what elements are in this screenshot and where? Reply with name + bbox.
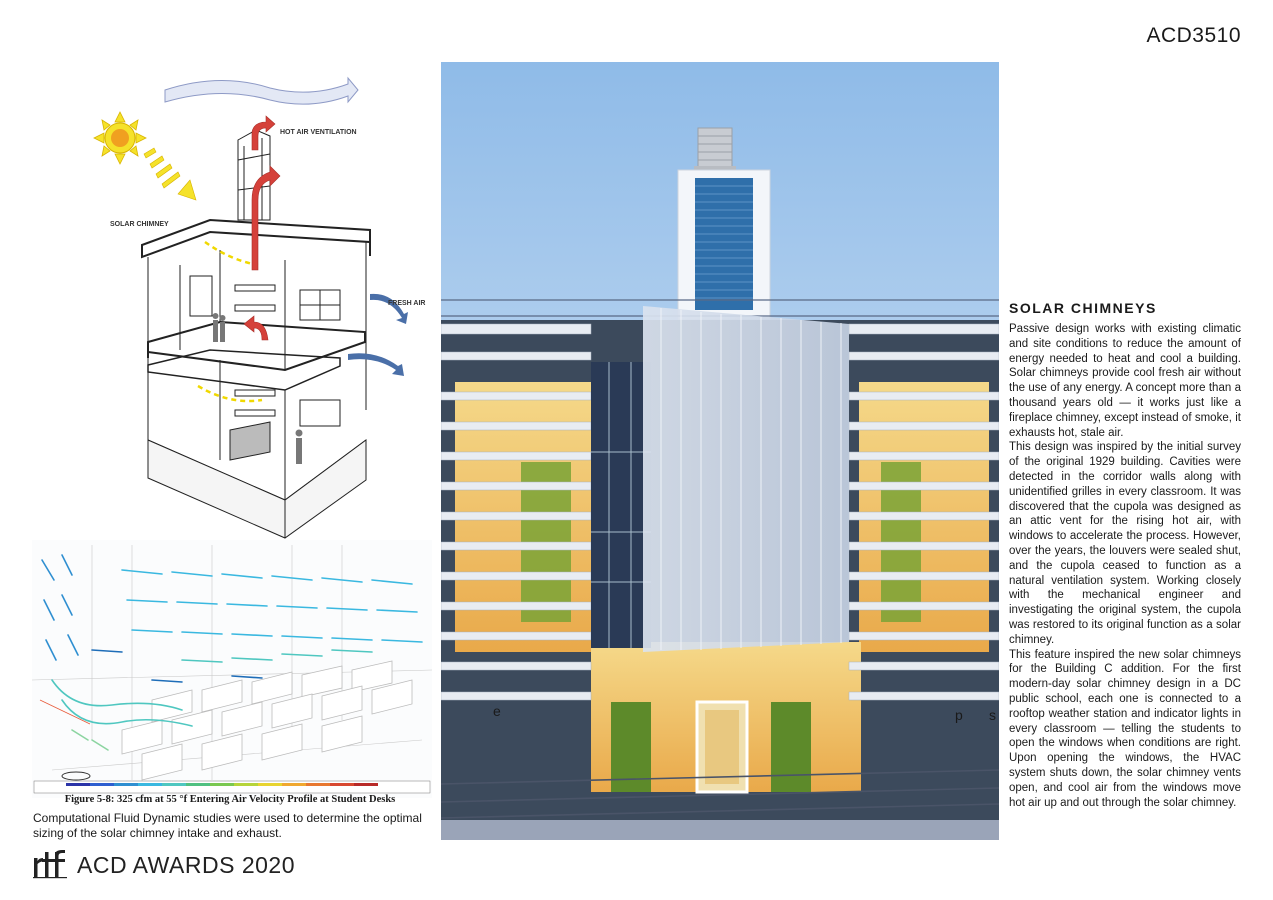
velocity-color-legend — [34, 781, 430, 793]
window-letter-s: s — [989, 707, 996, 723]
window-letter-e: e — [493, 703, 501, 719]
paragraph-inspiration: This design was inspired by the initial survey of the original 1929 building. Cavities were detected in the corridor walls along with unidentified grilles in every classroom. It was discovered that the cupola was designed as an attic vent for the rising hot air, with windows to accelerate the process. However, over the years, the louvers were sealed shut, and the cupola ceased to function as a natural ventilation system. Working closely with the mechanical engineer and investigating the original system, the cupola was restored to its original function as a solar chimney. — [1009, 441, 1241, 646]
solar-chimney-label: SOLAR CHIMNEY — [110, 221, 169, 228]
rtf-logo-icon — [33, 850, 69, 880]
green-door-right — [771, 702, 811, 792]
hot-air-label: HOT AIR VENTILATION — [280, 129, 357, 136]
window-letter-p: p — [955, 707, 963, 723]
section-title: SOLAR CHIMNEYS — [1009, 300, 1157, 316]
wind-arrow — [165, 78, 358, 104]
solar-chimney-photo — [441, 62, 999, 840]
section-body — [1009, 322, 1241, 810]
cfd-velocity-plot — [32, 540, 432, 798]
sun-rays — [144, 148, 196, 200]
solar-chimneys-section — [1009, 300, 1241, 810]
ground-ramp — [441, 820, 999, 840]
cfd-description: Computational Fluid Dynamic studies were used to determine the optimal sizing of the solar chimney intake and exhaust. — [33, 811, 422, 840]
fresh-air-label: FRESH AIR — [388, 300, 426, 307]
acd-awards-logo — [33, 848, 295, 882]
figure-caption: Figure 5-8: 325 cfm at 55 °f Entering Air Velocity Profile at Student Desks — [64, 794, 396, 805]
project-code: ACD3510 — [1146, 24, 1241, 47]
solar-chimney-diagram — [30, 60, 440, 540]
paragraph-building-c: This feature inspired the new solar chimneys for the Building C addition. For the first modern-day solar chimney design in a DC public school, each one is connected to a rooftop weather station and indicator lights in every classroom — telling the students to open the windows when conditions are right. Upon opening the windows, the HVAC system shuts down, the solar chimney vents open, and cool air from the windows move hot air up and out through the solar chimney. — [1009, 648, 1241, 809]
polycarbonate-screen — [643, 306, 849, 652]
glass-stair-window — [591, 362, 651, 648]
sun-icon — [94, 112, 146, 164]
cfd-image — [32, 540, 432, 798]
paragraph-passive-design: Passive design works with existing climatic and site conditions to reduce the amount of energy needed to heat and cool a building. Solar chimneys provide cool fresh air without the use of any energy. A concept more than a thousand years old — it works just like a fireplace chimney, except instead of smoke, it exhausts hot, stale air. — [1009, 323, 1241, 439]
building-section-drawing — [30, 60, 440, 540]
logo-text: ACD AWARDS 2020 — [77, 851, 295, 878]
building-photograph — [441, 62, 999, 840]
